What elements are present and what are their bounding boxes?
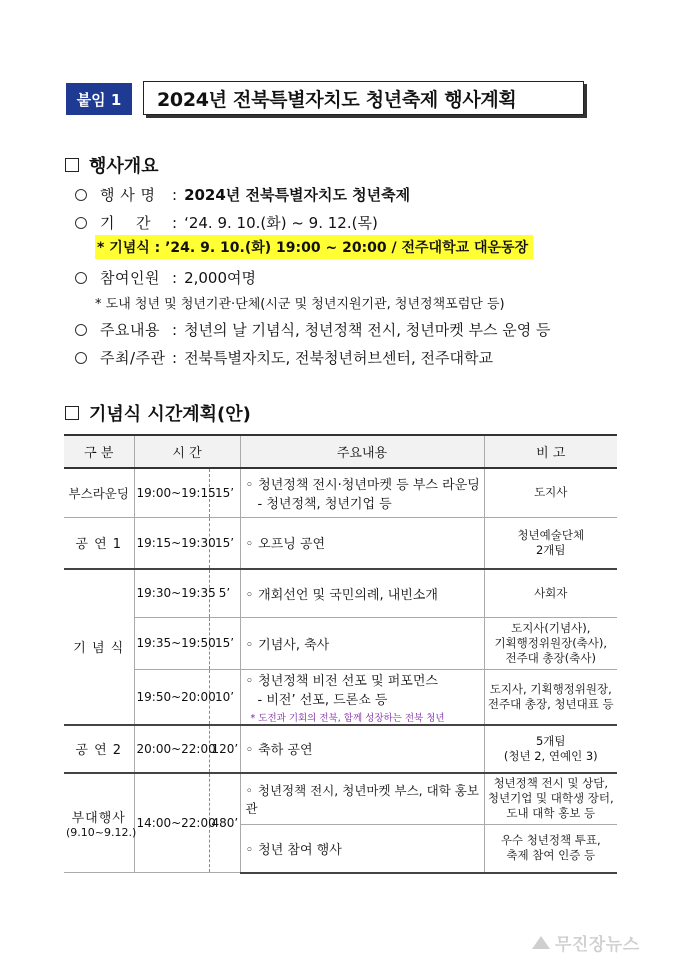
table-row bbox=[64, 669, 617, 725]
table-row bbox=[64, 517, 617, 569]
column-header: 비 고 bbox=[484, 435, 617, 468]
time-cell: 19:35~19:50 bbox=[134, 617, 209, 669]
note-cell: 5개팀 (청년 2, 연예인 3) bbox=[484, 725, 617, 773]
overview-row-host: 주최/주관 : 전북특별자치도, 전북청년허브센터, 전주대학교 bbox=[75, 347, 493, 368]
section-schedule-heading bbox=[65, 400, 251, 426]
small-circle-icon: ◦ bbox=[245, 673, 254, 689]
duration-cell: 5’ bbox=[209, 569, 240, 617]
category-cell: 기 념 식 bbox=[64, 569, 134, 725]
mountain-logo-icon bbox=[532, 936, 550, 949]
schedule-table bbox=[64, 434, 617, 874]
table-row bbox=[64, 569, 617, 617]
duration-cell: 15’ bbox=[209, 517, 240, 569]
time-cell: 19:30~19:35 bbox=[134, 569, 209, 617]
overview-value: 청년의 날 기념식, 청년정책 전시, 청년마켓 부스 운영 등 bbox=[184, 321, 551, 339]
note-cell: 도지사(기념사), 기획행정위원장(축사), 전주대 총장(축사) bbox=[484, 617, 617, 669]
table-row bbox=[64, 468, 617, 517]
content-cell: ◦ 청년정책 전시, 청년마켓 부스, 대학 홍보관 bbox=[240, 773, 484, 825]
category-cell: 공 연 2 bbox=[64, 725, 134, 773]
participants-note: * 도내 청년 및 청년기관·단체(시군 및 청년지원기관, 청년정책포럼단 등) bbox=[95, 297, 505, 312]
content-sub: - 비전’ 선포, 드론쇼 등 bbox=[257, 692, 388, 708]
time-cell: 19:50~20:00 bbox=[134, 669, 209, 725]
category-cell: 부스라운딩 bbox=[64, 468, 134, 517]
duration-cell: 120’ bbox=[209, 725, 240, 773]
small-circle-icon: ◦ bbox=[245, 637, 254, 653]
section-overview-heading bbox=[65, 152, 159, 178]
watermark: 무진장뉴스 bbox=[532, 930, 640, 955]
small-circle-icon: ◦ bbox=[245, 587, 254, 603]
small-circle-icon: ◦ bbox=[245, 842, 254, 858]
content-cell: ◦ 기념사, 축사 bbox=[240, 617, 484, 669]
overview-value: 2,000여명 bbox=[184, 269, 256, 287]
overview-label: 주요내용 bbox=[100, 321, 160, 339]
overview-value: 2024년 전북특별자치도 청년축제 bbox=[184, 186, 411, 204]
column-header: 시 간 bbox=[134, 435, 240, 468]
overview-value: 전북특별자치도, 전북청년허브센터, 전주대학교 bbox=[184, 349, 493, 367]
note-cell: 우수 청년정책 투표, 축제 참여 인증 등 bbox=[484, 825, 617, 873]
content-cell: ◦ 오프닝 공연 bbox=[240, 517, 484, 569]
note-cell: 도지사, 기획행정위원장, 전주대 총장, 청년대표 등 bbox=[484, 669, 617, 725]
category-date: (9.10~9.12.) bbox=[66, 825, 137, 839]
overview-value: ‘24. 9. 10.(화) ~ 9. 12.(목) bbox=[184, 214, 378, 232]
column-header: 구 분 bbox=[64, 435, 134, 468]
duration-cell: 15’ bbox=[209, 468, 240, 517]
slogan-text: * 도전과 기회의 전북, 함께 성장하는 전북 청년 bbox=[250, 712, 445, 724]
section-title: 행사개요 bbox=[89, 156, 159, 177]
attachment-badge: 붙임 1 bbox=[66, 83, 132, 115]
duration-cell: 15’ bbox=[209, 617, 240, 669]
overview-label: 행 사 명 bbox=[100, 186, 156, 204]
content-cell: ◦ 청년정책 비전 선포 및 퍼포먼스 - 비전’ 선포, 드론쇼 등 * 도전과 기회의 전북, 함께 성장하는 전북 청년 bbox=[240, 669, 484, 725]
overview-label: 참여인원 bbox=[100, 269, 160, 287]
time-cell: 20:00~22:00 bbox=[134, 725, 209, 773]
circle-bullet-icon bbox=[75, 217, 87, 229]
content-cell: ◦ 개회선언 및 국민의례, 내빈소개 bbox=[240, 569, 484, 617]
small-circle-icon: ◦ bbox=[245, 537, 254, 553]
circle-bullet-icon bbox=[75, 352, 87, 364]
small-circle-icon: ◦ bbox=[245, 477, 254, 493]
overview-row-content: 주요내용 : 청년의 날 기념식, 청년정책 전시, 청년마켓 부스 운영 등 bbox=[75, 319, 551, 340]
time-cell: 14:00~22:00 bbox=[134, 773, 209, 873]
time-cell: 19:00~19:15 bbox=[134, 468, 209, 517]
table-row bbox=[64, 725, 617, 773]
note-cell: 도지사 bbox=[484, 468, 617, 517]
section-title: 기념식 시간계획(안) bbox=[89, 404, 251, 425]
note-cell: 청년예술단체 2개팀 bbox=[484, 517, 617, 569]
note-cell: 청년정책 전시 및 상담, 청년기업 및 대학생 장터, 도내 대학 홍보 등 bbox=[484, 773, 617, 825]
content-cell: ◦ 청년 참여 행사 bbox=[240, 825, 484, 873]
table-header-row bbox=[64, 435, 617, 468]
overview-label: 주최/주관 bbox=[100, 349, 166, 367]
circle-bullet-icon bbox=[75, 324, 87, 336]
table-row bbox=[64, 617, 617, 669]
overview-label: 기 간 bbox=[100, 214, 152, 232]
column-header: 주요내용 bbox=[240, 435, 484, 468]
overview-row-participants: 참여인원 : 2,000여명 bbox=[75, 267, 256, 288]
duration-cell: 10’ bbox=[209, 669, 240, 725]
category-label: 부대행사 bbox=[71, 810, 126, 826]
category-cell: 공 연 1 bbox=[64, 517, 134, 569]
overview-row-name: 행 사 명 : 2024년 전북특별자치도 청년축제 bbox=[75, 184, 410, 205]
circle-bullet-icon bbox=[75, 272, 87, 284]
ceremony-highlight: * 기념식 : ’24. 9. 10.(화) 19:00 ~ 20:00 / 전주대학교 대운동장 bbox=[95, 235, 533, 259]
page-title: 2024년 전북특별자치도 청년축제 행사계획 bbox=[143, 81, 584, 115]
content-cell: ◦ 축하 공연 bbox=[240, 725, 484, 773]
small-circle-icon: ◦ bbox=[245, 782, 253, 798]
time-cell: 19:15~19:30 bbox=[134, 517, 209, 569]
content-sub: - 청년정책, 청년기업 등 bbox=[257, 496, 392, 512]
overview-row-period: 기 간 : ‘24. 9. 10.(화) ~ 9. 12.(목) bbox=[75, 212, 378, 233]
category-cell bbox=[64, 773, 137, 873]
square-bullet-icon bbox=[65, 406, 79, 420]
duration-cell: 480’ bbox=[209, 773, 240, 873]
circle-bullet-icon bbox=[75, 189, 87, 201]
note-cell: 사회자 bbox=[484, 569, 617, 617]
content-cell: ◦ 청년정책 전시·청년마켓 등 부스 라운딩 - 청년정책, 청년기업 등 bbox=[240, 468, 484, 517]
square-bullet-icon bbox=[65, 158, 79, 172]
small-circle-icon: ◦ bbox=[245, 743, 254, 758]
table-row bbox=[64, 773, 617, 825]
